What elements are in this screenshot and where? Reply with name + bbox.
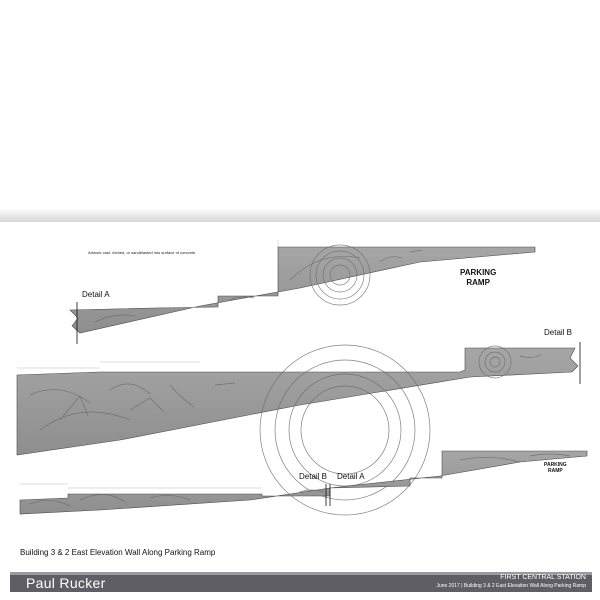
wall-panel-upper <box>70 245 535 333</box>
project-name: FIRST CENTRAL STATION <box>500 574 586 581</box>
parking-ramp-label <box>460 268 496 288</box>
artwork-note: Artwork cast, etched, or sandblasted into surface of concrete <box>88 250 196 255</box>
detail-a-label-lower: Detail A <box>337 472 365 481</box>
title-block <box>10 572 592 592</box>
parking-ramp-label-lower <box>544 462 567 474</box>
detail-a-label-upper: Detail A <box>82 290 110 299</box>
wall-panel-middle <box>17 345 578 515</box>
parking-ramp-label-line2: RAMP <box>466 278 490 287</box>
sheet-subtitle: June 2017 | Building 3 & 2 East Elevation Wall Along Parking Ramp <box>436 583 586 589</box>
parking-ramp-label-lower-line1: PARKING <box>544 462 567 468</box>
detail-b-label-lower: Detail B <box>299 472 328 481</box>
scale-bar <box>20 564 110 567</box>
drawing-caption: Building 3 & 2 East Elevation Wall Along Parking Ramp <box>20 548 216 557</box>
detail-b-label-middle: Detail B <box>544 328 573 337</box>
dimension-lines <box>17 240 278 488</box>
parking-ramp-label-line1: PARKING <box>460 268 497 277</box>
parking-ramp-label-lower-line2: RAMP <box>547 468 563 474</box>
author-name: Paul Rucker <box>26 575 106 591</box>
